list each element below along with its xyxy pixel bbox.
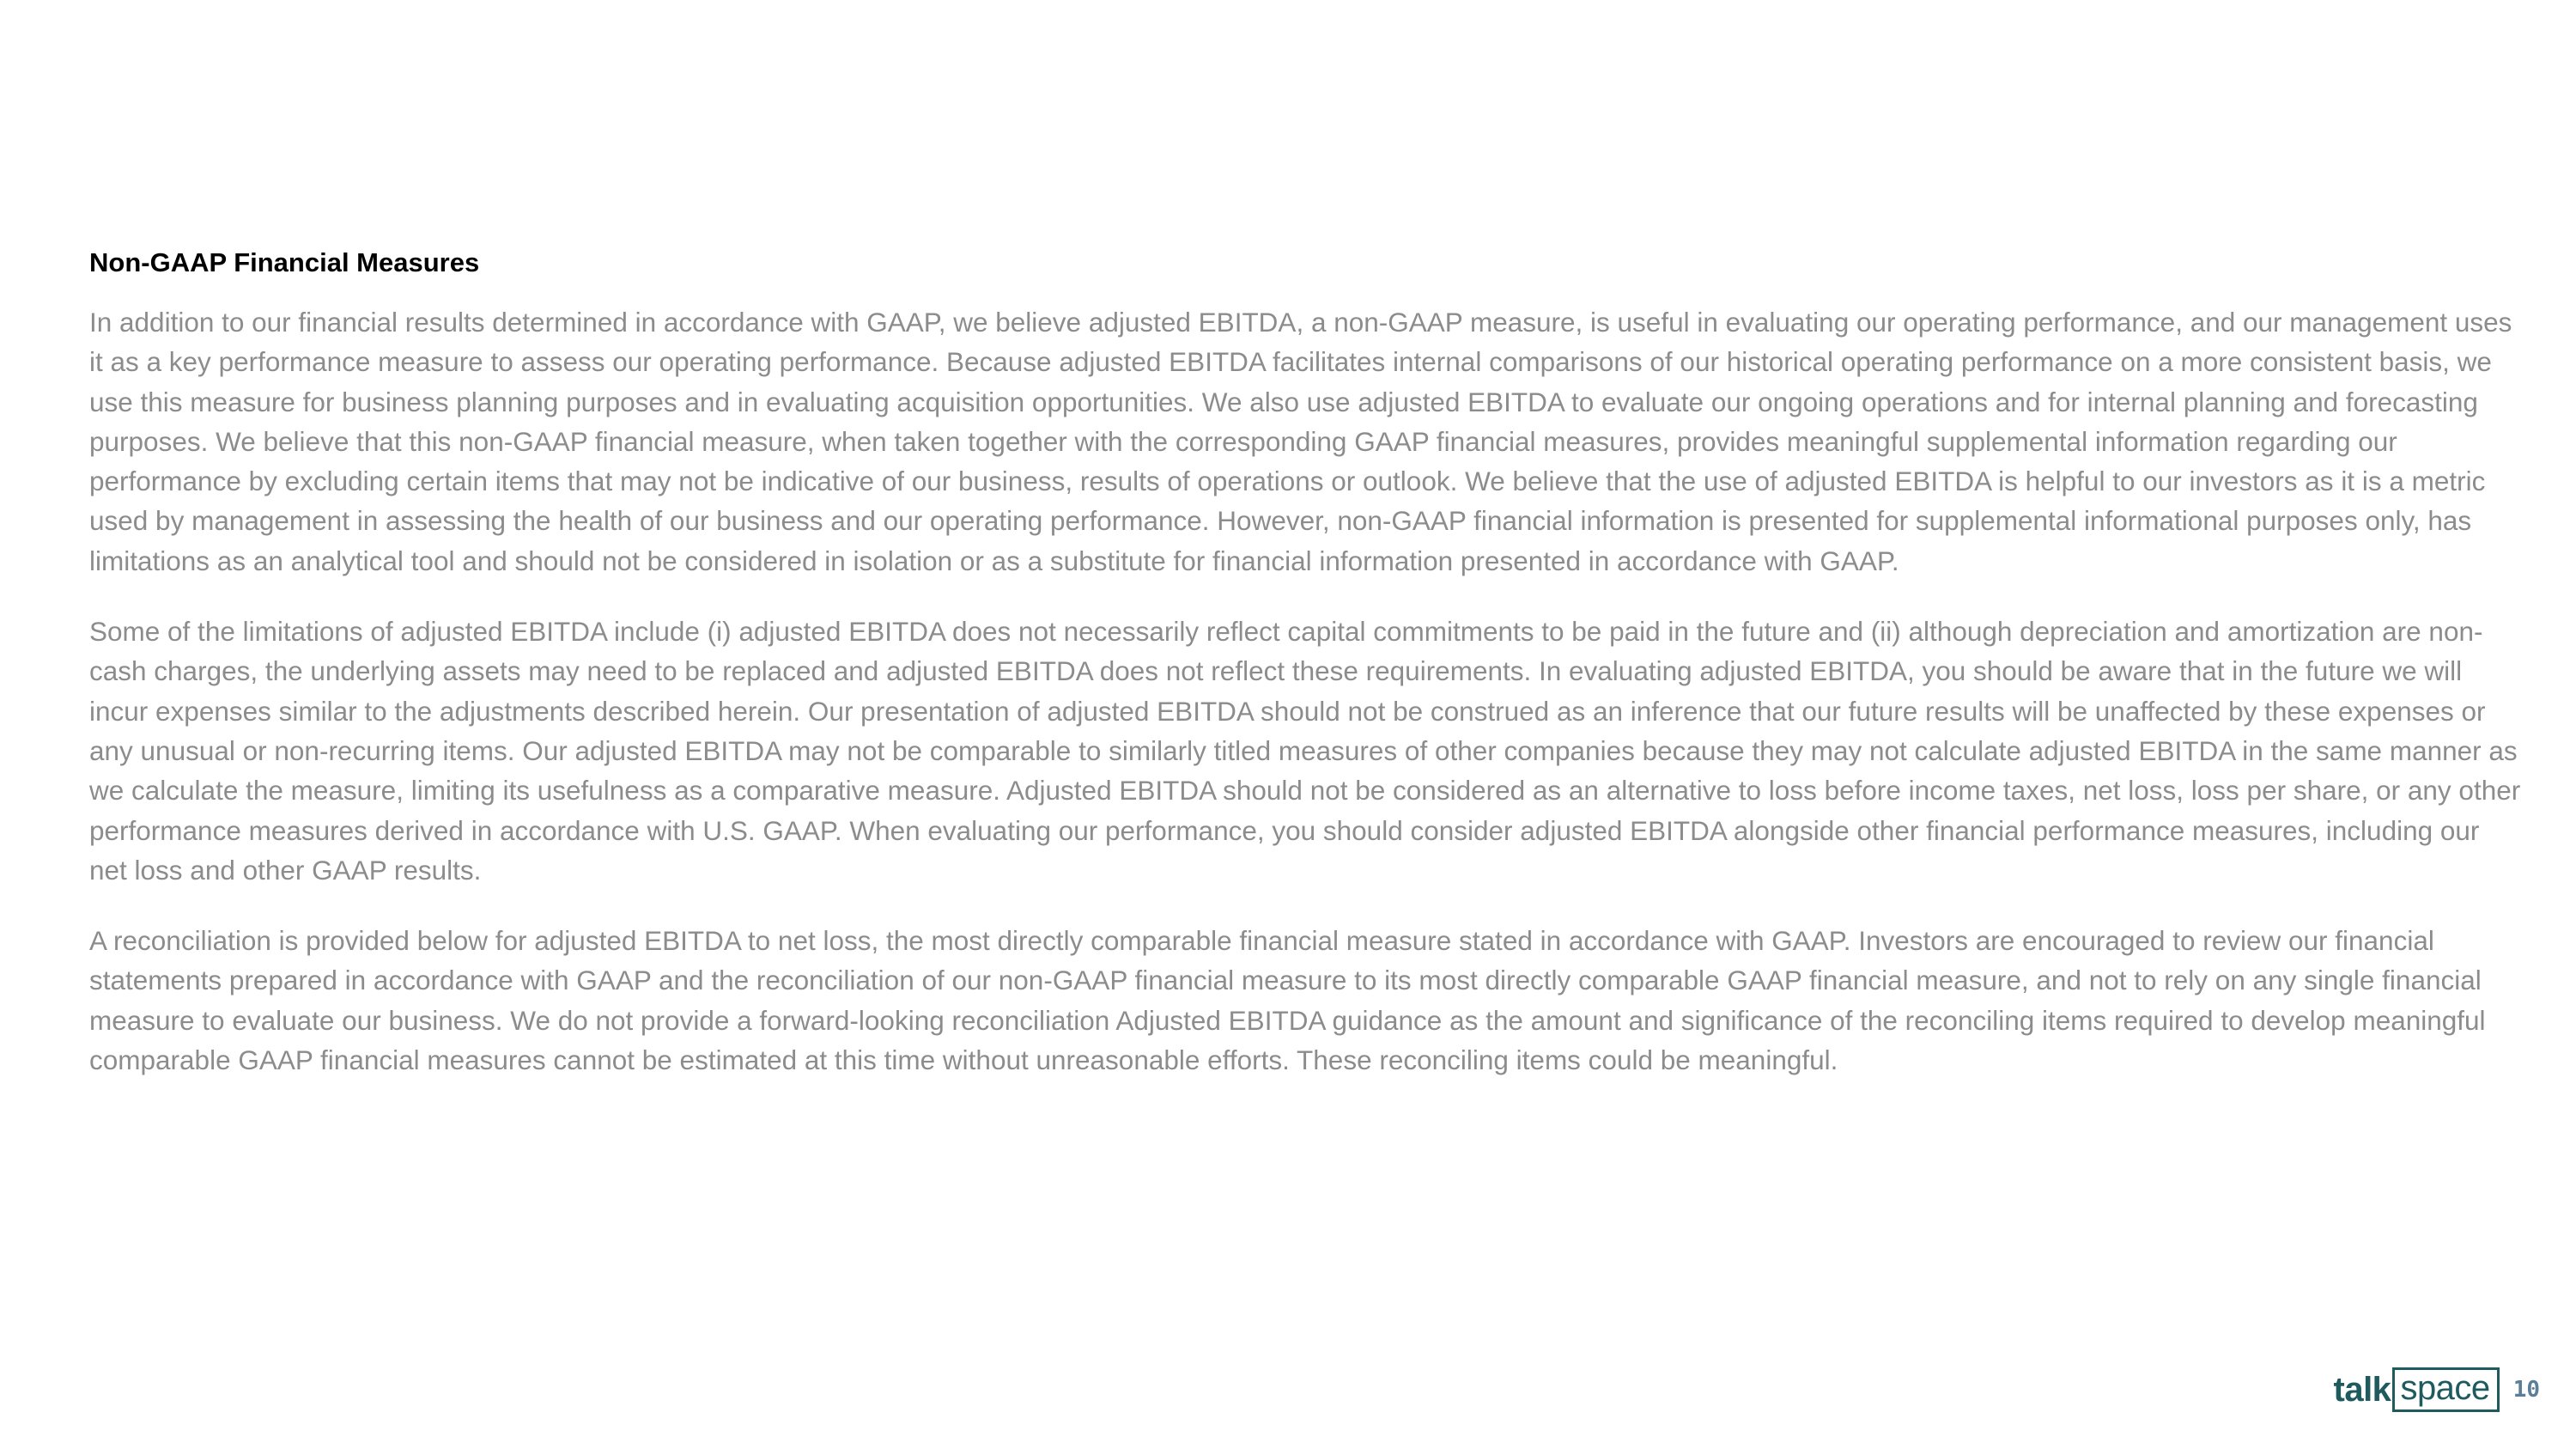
paragraph-reconciliation: A reconciliation is provided below for adjusted EBITDA to net loss, the most directly comparable financial measure stated in accordance with GAAP. Investors are encouraged to review our financial statements prepared in accordance with GAAP and the reconciliation of our non-GAAP financial measure to its most directly comparable GAAP financial measure, and not to rely on any single financial measure to evaluate our business. We do not provide a forward-looking reconciliation Adjusted EBITDA guidance as the amount and significance of the reconciling items required to develop meaningful comparable GAAP financial measures cannot be estimated at this time without unreasonable efforts. These reconciling items could be meaningful.	[89, 925, 2486, 1076]
paragraph-intro: In addition to our financial results determined in accordance with GAAP, we believe adjusted EBITDA, a non-GAAP measure, is useful in evaluating our operating performance, and our management uses it as a key performance measure to assess our operating performance. Because adjusted EBITDA facilitates internal comparisons of our historical operating performance on a more consistent basis, we use this measure for business planning purposes and in evaluating acquisition opportunities. We also use adjusted EBITDA to evaluate our ongoing operations and for internal planning and forecasting purposes. We believe that this non-GAAP financial measure, when taken together with the corresponding GAAP financial measures, provides meaningful supplemental information regarding our performance by excluding certain items that may not be indicative of our business, results of operations or outlook. We believe that the use of adjusted EBITDA is helpful to our investors as it is a metric used by management in assessing the health of our business and our operating performance. However, non-GAAP financial information is presented for supplemental informational purposes only, has limitations as an analytical tool and should not be considered in isolation or as a substitute for financial information presented in accordance with GAAP.	[89, 307, 2512, 576]
logo-text-talk: talk	[2333, 1370, 2391, 1409]
page-number: 10	[2512, 1377, 2540, 1403]
talkspace-logo	[2334, 1367, 2500, 1412]
section-heading: Non-GAAP Financial Measures	[89, 247, 480, 277]
logo-text-space: space	[2392, 1367, 2499, 1412]
paragraph-limitations: Some of the limitations of adjusted EBITDA include (i) adjusted EBITDA does not necessarily reflect capital commitments to be paid in the future and (ii) although depreciation and amortization are non-cash charges, the underlying assets may need to be replaced and adjusted EBITDA does not reflect these requirements. In evaluating adjusted EBITDA, you should be aware that in the future we will incur expenses similar to the adjustments described herein. Our presentation of adjusted EBITDA should not be construed as an inference that our future results will be unaffected by these expenses or any unusual or non-recurring items. Our adjusted EBITDA may not be comparable to similarly titled measures of other companies because they may not calculate adjusted EBITDA in the same manner as we calculate the measure, limiting its usefulness as a comparative measure. Adjusted EBITDA should not be considered as an alternative to loss before income taxes, net loss, loss per share, or any other performance measures derived in accordance with U.S. GAAP. When evaluating our performance, you should consider adjusted EBITDA alongside other financial performance measures, including our net loss and other GAAP results.	[89, 616, 2521, 886]
document-body	[89, 246, 2521, 1111]
slide-footer	[2334, 1367, 2541, 1412]
